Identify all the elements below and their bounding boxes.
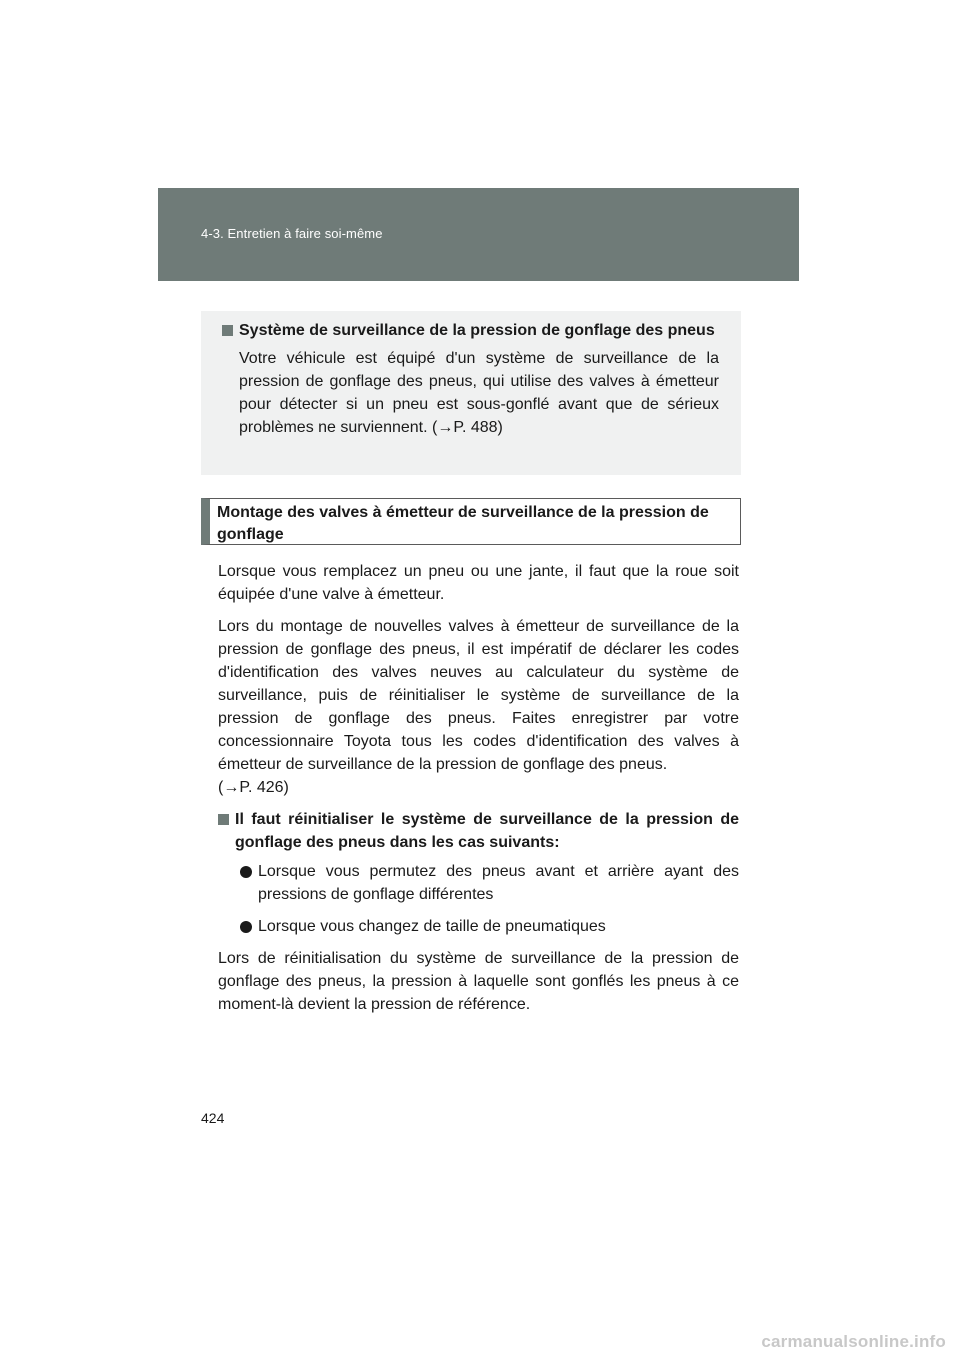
- round-bullet-icon: [240, 866, 252, 878]
- info-box-title: Système de surveillance de la pression de gonflage des pneus: [239, 322, 715, 339]
- main-content: [218, 560, 739, 1025]
- section-title: Montage des valves à émetteur de surveillance de la pression de gonflage: [201, 498, 741, 545]
- info-box-body: Votre véhicule est équipé d'un système de surveillance de la pression de gonflage des pneus, qui utilise des valves à émetteur pour détecter si un pneu est sous-gonflé avant que de sérieux problèmes ne surviennent. (→P. 488): [239, 350, 719, 436]
- subsection-heading-row: [218, 808, 739, 854]
- section-header-band: [158, 188, 799, 281]
- square-bullet-icon: [218, 814, 229, 825]
- info-box-heading-row: [222, 319, 719, 342]
- section-header-title: 4-3. Entretien à faire soi-même: [201, 226, 383, 241]
- list-item-text: Lorsque vous changez de taille de pneumatiques: [258, 918, 606, 935]
- list-item-text: Lorsque vous permutez des pneus avant et arrière ayant des pressions de gonflage différentes: [258, 863, 739, 903]
- closing-paragraph: Lors de réinitialisation du système de surveillance de la pression de gonflage des pneus, la pression à laquelle sont gonflés les pneus à ce moment-là devient la pression de référence.: [218, 950, 739, 1013]
- square-bullet-icon: [222, 325, 233, 336]
- list-item: [240, 915, 739, 938]
- paragraph-2-text: Lors du montage de nouvelles valves à émetteur de surveillance de la pression de gonflage des pneus, il est impératif de déclarer les codes d'identification des valves neuves au calculateur du système de surveillance, puis de réinitialiser le système de surveillance de la pression de gonflage des pneus. Faites enregistrer par votre concessionnaire Toyota tous les codes d'identification des valves à émetteur de surveillance de la pression de gonflage des pneus.: [218, 618, 739, 773]
- paragraph-2: [218, 615, 739, 776]
- info-box: [201, 311, 741, 475]
- subsection: [218, 808, 739, 1016]
- watermark: carmanualsonline.info: [761, 1332, 946, 1351]
- round-bullet-icon: [240, 921, 252, 933]
- paragraph-1: Lorsque vous remplacez un pneu ou une jante, il faut que la roue soit équipée d'une valve à émetteur.: [218, 563, 739, 603]
- list-item: [240, 860, 739, 906]
- paragraph-2-reference: (→P. 426): [218, 779, 289, 796]
- subsection-title: Il faut réinitialiser le système de surveillance de la pression de gonflage des pneus dans les cas suivants:: [235, 811, 739, 851]
- page-number: 424: [201, 1110, 225, 1126]
